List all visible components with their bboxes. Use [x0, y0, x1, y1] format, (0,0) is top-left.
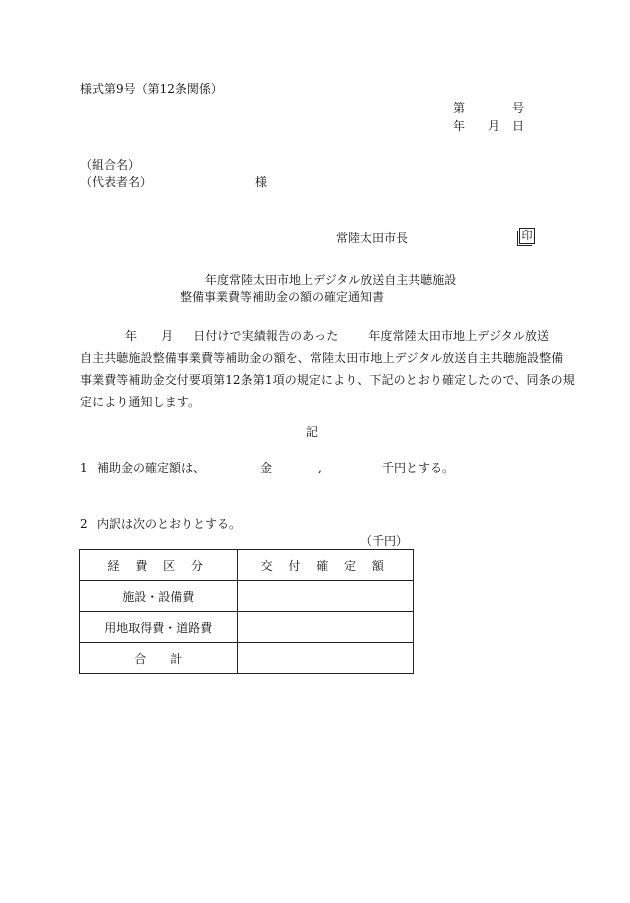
- body-tail: 年度常陸太田市地上デジタル放送: [368, 329, 550, 343]
- row-category: 用地取得費・道路費: [80, 612, 238, 643]
- recipient-union: （組合名）: [80, 158, 141, 172]
- item1-kin: 金: [260, 461, 273, 475]
- item2-label: 内訳は次のとおりとする。: [97, 517, 242, 531]
- ki-heading: 記: [306, 425, 319, 439]
- date-month: 月: [488, 119, 501, 133]
- issuer-title: 常陸太田市長: [336, 231, 409, 245]
- item1-label: 補助金の確定額は、: [97, 461, 206, 475]
- recipient-representative: （代表者名）: [80, 175, 153, 189]
- item1-number: 1: [80, 461, 88, 475]
- seal-mark: 印: [519, 228, 535, 244]
- body-rest: 日付けで実績報告のあった: [193, 329, 339, 343]
- table-row: [80, 581, 414, 612]
- item1-suffix: 千円とする。: [382, 461, 455, 475]
- title-line-1: 年度常陸太田市地上デジタル放送自主共聴施設: [205, 273, 457, 287]
- item2-number: 2: [80, 517, 88, 531]
- title-line-2: 整備事業費等補助金の額の確定通知書: [180, 290, 385, 304]
- body-month: 月: [161, 329, 174, 343]
- body-line-4: 定により通知します。: [80, 395, 201, 409]
- row-amount-total: [237, 643, 413, 674]
- date-day: 日: [512, 119, 525, 133]
- date-year: 年: [453, 119, 466, 133]
- row-amount: [237, 612, 413, 643]
- table-header-row: [80, 550, 414, 581]
- row-amount: [237, 581, 413, 612]
- form-number: 様式第9号（第12条関係）: [80, 82, 223, 96]
- body-line-1: [80, 325, 560, 347]
- doc-number-go: 号: [512, 101, 525, 115]
- table-row: [80, 612, 414, 643]
- body-line-3: 事業費等補助金交付要項第12条第1項の規定により、下記のとおり確定したので、同条の規: [80, 373, 575, 387]
- unit-label: （千円）: [360, 534, 409, 548]
- row-category: 施設・設備費: [80, 581, 238, 612]
- breakdown-table: [79, 549, 414, 674]
- row-category-total: 合 計: [80, 643, 238, 674]
- header-category: 経 費 区 分: [80, 550, 238, 581]
- table-row: [80, 643, 414, 674]
- body-year: 年: [125, 329, 138, 343]
- body-paragraph: [80, 325, 575, 413]
- body-line-2: 自主共聴施設整備事業費等補助金の額を、常陸太田市地上デジタル放送自主共聴施設整備: [80, 351, 564, 365]
- recipient-honorific: 様: [255, 175, 268, 189]
- header-amount: 交 付 確 定 額: [237, 550, 413, 581]
- doc-number-dai: 第: [453, 101, 466, 115]
- item1-comma: ,: [318, 461, 322, 475]
